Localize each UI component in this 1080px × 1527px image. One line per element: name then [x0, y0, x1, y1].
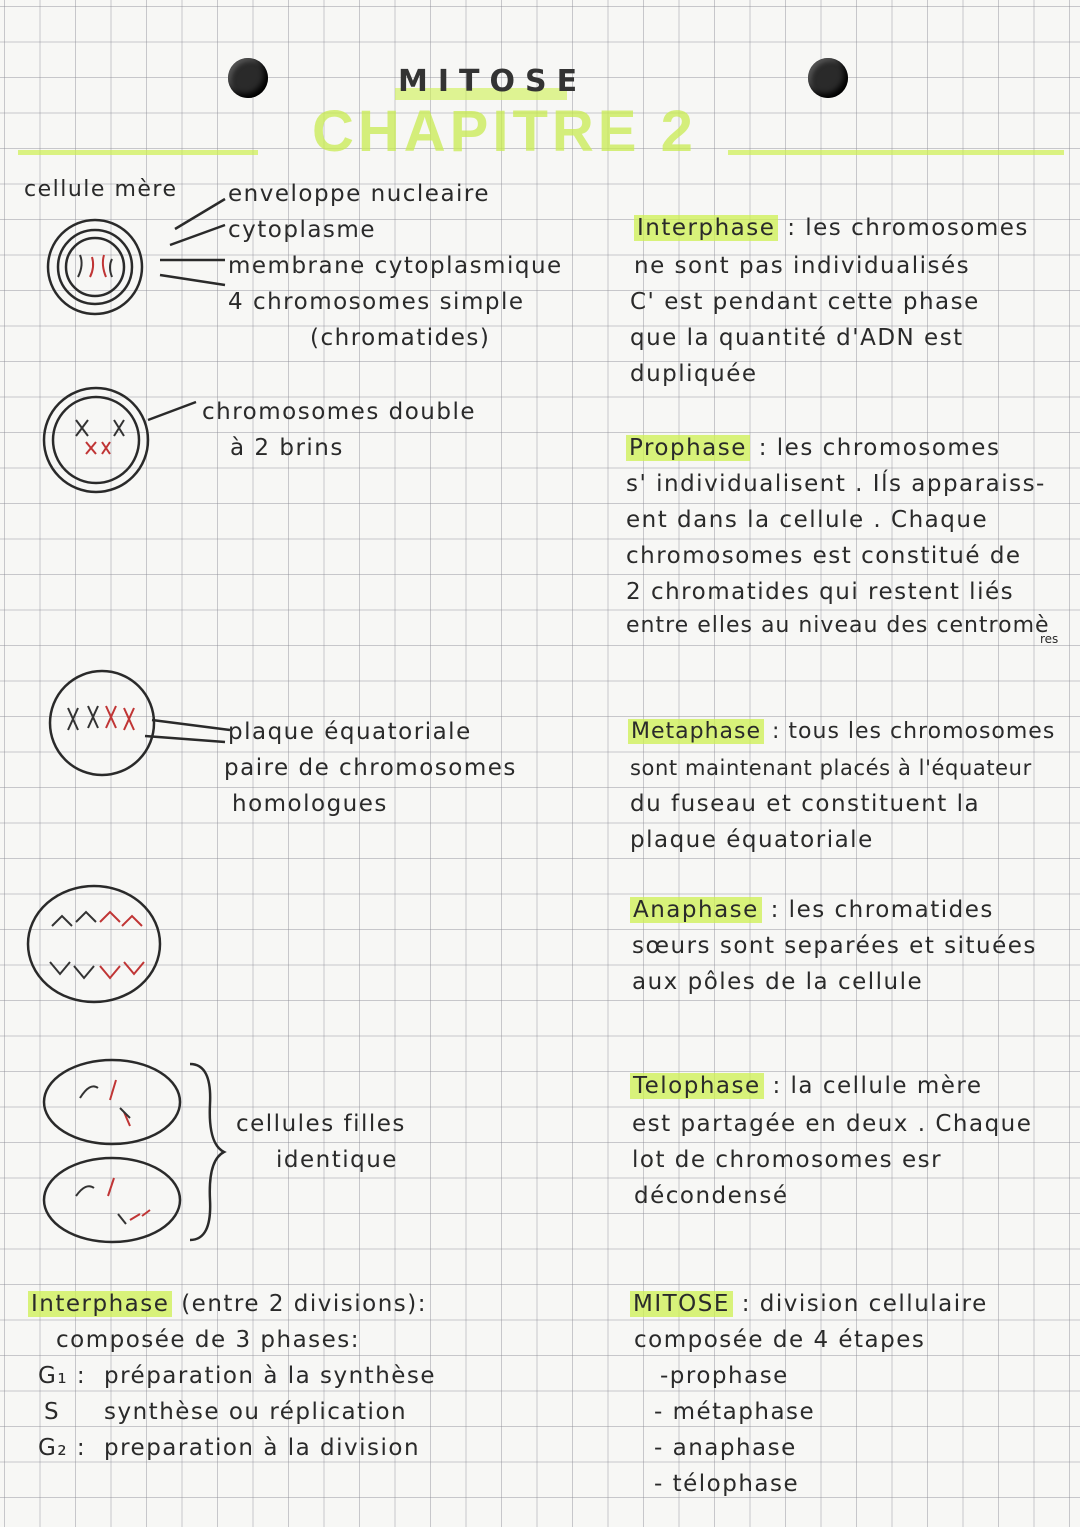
interphase-summary-intro: composée de 3 phases:: [56, 1327, 361, 1353]
mother-cell-label: cellule mère: [24, 177, 178, 202]
double-chromosome-strands: à 2 brins: [230, 435, 344, 461]
interphase-line-1: : les chromosomes: [787, 215, 1029, 241]
daughter-cells-diagram: [40, 1058, 230, 1248]
interphase-summary-rest: (entre 2 divisions):: [172, 1291, 427, 1317]
page-title: MITOSE: [398, 64, 588, 99]
telophase-term: Telophase: [630, 1073, 764, 1099]
mitose-step-telophase: - télophase: [654, 1471, 800, 1497]
telophase-line-3: lot de chromosomes esr: [632, 1147, 943, 1173]
telophase-line-2: est partagée en deux . Chaque: [632, 1111, 1033, 1137]
metaphase-term: Metaphase: [628, 719, 764, 744]
daughter-cells-identical: identique: [276, 1147, 398, 1173]
phase-s-code: S: [44, 1399, 61, 1425]
phase-g1-text: préparation à la synthèse: [104, 1363, 437, 1389]
part-membrane: membrane cytoplasmique: [228, 253, 563, 279]
mitose-step-anaphase: - anaphase: [654, 1435, 797, 1461]
mitose-summary-line-2: composée de 4 étapes: [634, 1327, 926, 1353]
telophase-line-1: : la cellule mère: [772, 1073, 983, 1099]
interphase-summary-term: Interphase: [28, 1291, 172, 1317]
anaphase-term: Anaphase: [630, 897, 762, 923]
part-chromatids: (chromatides): [310, 325, 491, 351]
part-cytoplasm: cytoplasme: [228, 217, 376, 243]
interphase-line-2: ne sont pas individualisés: [634, 253, 971, 279]
mitose-summary-term: MITOSE: [630, 1291, 733, 1317]
daughter-cells-label: cellules filles: [236, 1111, 406, 1137]
title-rule-left: [18, 150, 258, 155]
prophase-line-1: : les chromosomes: [758, 435, 1001, 461]
prophase-term: Prophase: [626, 435, 750, 461]
prophase-line-6: entre elles au niveau des centromè: [626, 613, 1050, 638]
prophase-line-2: s' individualisent . Iĺs apparaiss-: [626, 471, 1046, 497]
anaphase-line-1: : les chromatides: [770, 897, 994, 923]
chapter-title: CHAPITRE 2: [312, 99, 697, 164]
prophase-line-4: chromosomes est constitué de: [626, 543, 1022, 569]
metaphase-label-plate: plaque équatoriale: [228, 719, 472, 745]
mitose-summary-heading: [630, 1286, 988, 1322]
binder-hole-right: [808, 58, 848, 98]
mitose-step-prophase: -prophase: [660, 1363, 789, 1389]
phase-g2-code: G₂ :: [38, 1435, 87, 1461]
anaphase-line-3: aux pôles de la cellule: [632, 969, 924, 995]
metaphase-line-1: : tous les chromosomes: [772, 719, 1056, 744]
double-chromosome-cell-diagram: [36, 380, 206, 495]
phase-s-text: synthèse ou réplication: [104, 1399, 408, 1425]
interphase-line-5: dupliquée: [630, 361, 758, 387]
part-envelope: enveloppe nucleaire: [228, 181, 491, 207]
anaphase-line-2: sœurs sont separées et situées: [632, 933, 1037, 959]
metaphase-heading: [628, 714, 1055, 750]
metaphase-line-4: plaque équatoriale: [630, 827, 874, 853]
metaphase-line-3: du fuseau et constituent la: [630, 791, 981, 817]
anaphase-cell-diagram: [24, 882, 169, 1007]
double-chromosome-label: chromosomes double: [202, 399, 477, 425]
mitose-step-metaphase: - métaphase: [654, 1399, 816, 1425]
prophase-line-7: res: [1040, 632, 1059, 646]
telophase-line-4: décondensé: [634, 1183, 789, 1209]
interphase-line-4: que la quantité d'ADN est: [630, 325, 964, 351]
interphase-term: Interphase: [634, 215, 778, 241]
mitose-summary-line-1: : division cellulaire: [741, 1291, 988, 1317]
interphase-heading: [634, 210, 1029, 246]
interphase-summary-heading: [28, 1286, 427, 1322]
metaphase-line-2: sont maintenant placés à l'équateur: [630, 756, 1032, 780]
binder-hole-left: [228, 58, 268, 98]
metaphase-cell-diagram: [40, 668, 240, 783]
prophase-heading: [626, 430, 1000, 466]
prophase-line-3: ent dans la cellule . Chaque: [626, 507, 989, 533]
mother-cell-diagram: [30, 205, 220, 310]
prophase-line-5: 2 chromatides qui restent liés: [626, 579, 1015, 605]
anaphase-heading: [630, 892, 994, 928]
metaphase-label-homologues: homologues: [232, 791, 388, 817]
interphase-line-3: C' est pendant cette phase: [630, 289, 980, 315]
title-rule-right: [728, 150, 1064, 155]
phase-g1-code: G₁ :: [38, 1363, 87, 1389]
metaphase-label-pair: paire de chromosomes: [224, 755, 517, 781]
part-chromosomes: 4 chromosomes simple: [228, 289, 525, 315]
phase-g2-text: preparation à la division: [104, 1435, 421, 1461]
telophase-heading: [630, 1068, 983, 1104]
